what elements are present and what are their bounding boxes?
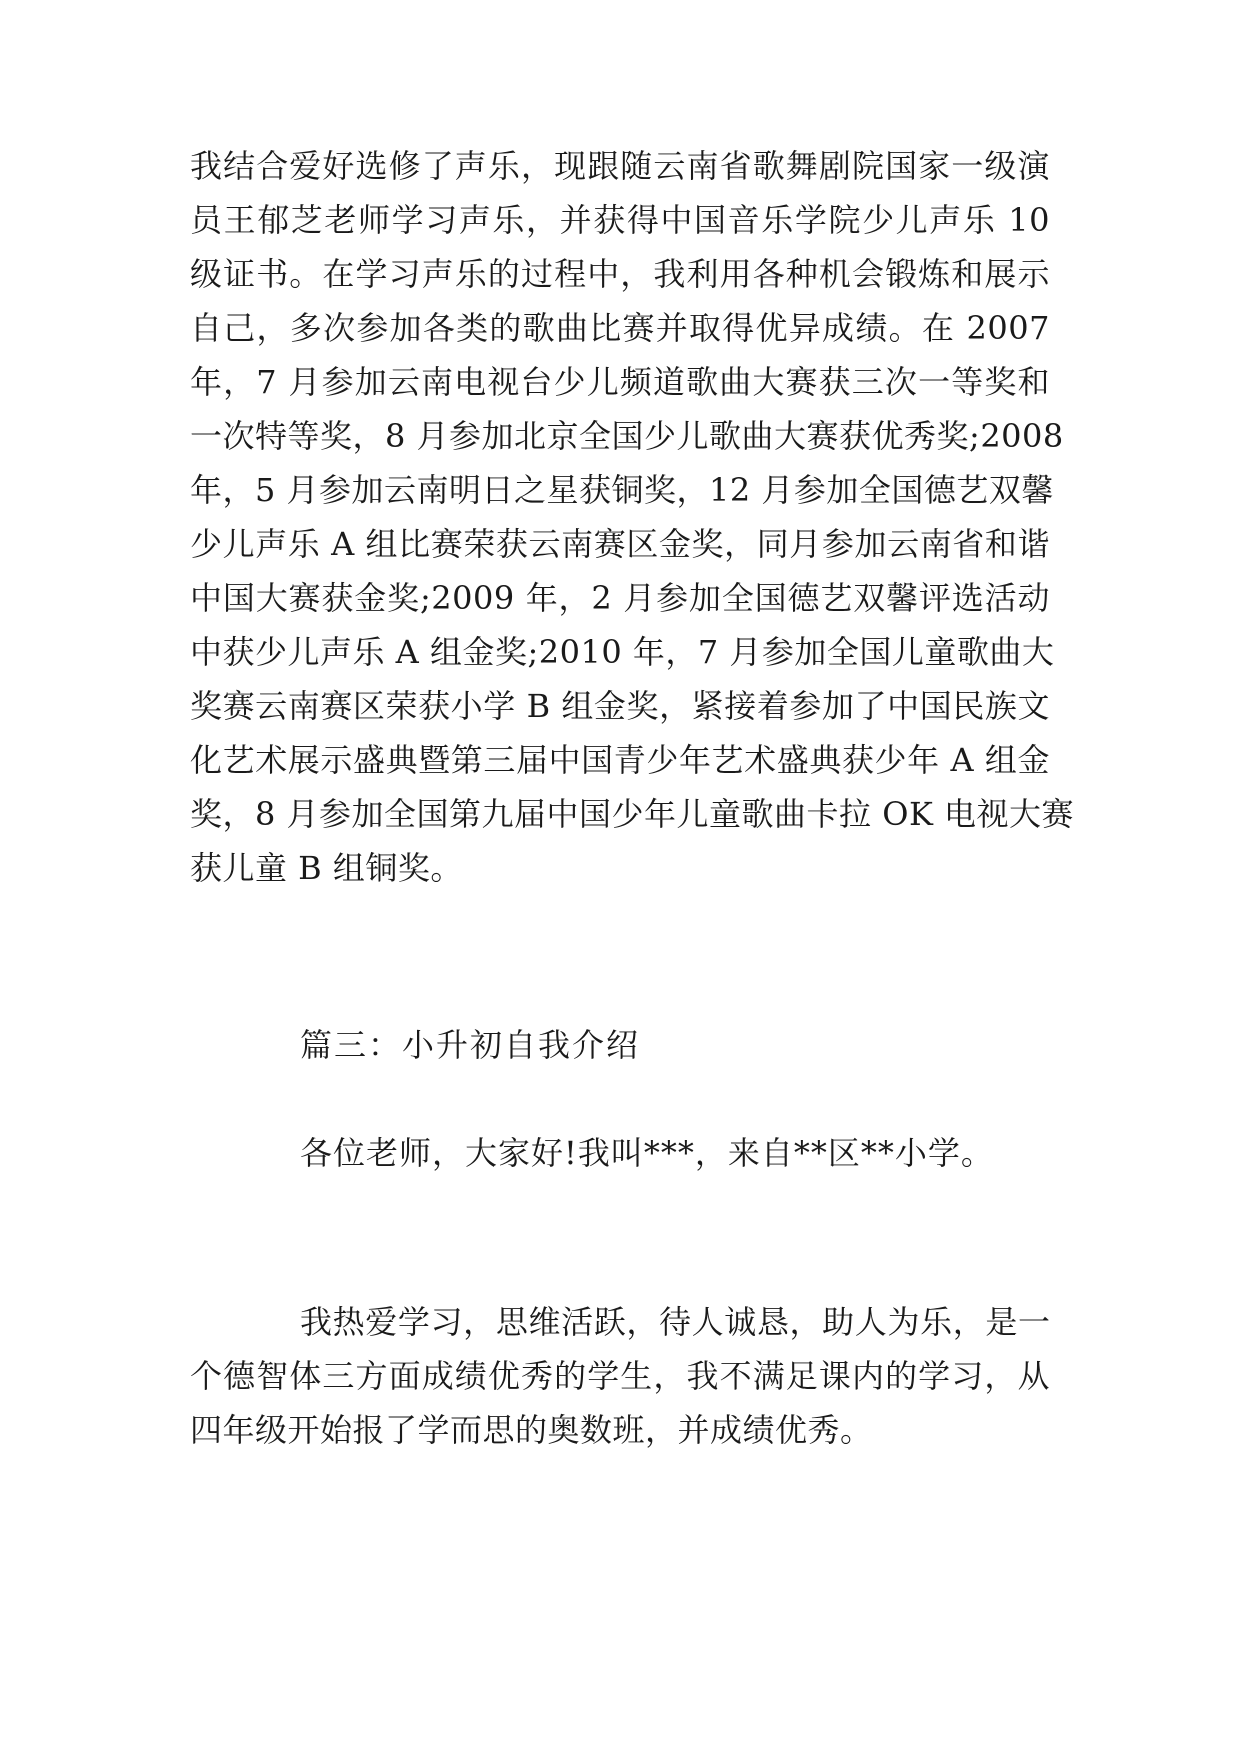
paragraph-line: 奖赛云南赛区荣获小学 B 组金奖，紧接着参加了中国民族文 (190, 687, 1050, 725)
paragraph-line: 获儿童 B 组铜奖。 (190, 849, 463, 887)
paragraph-line: 一次特等奖，8 月参加北京全国少儿歌曲大赛获优秀奖;2008 (190, 417, 1064, 455)
paragraph-line: 中获少儿声乐 A 组金奖;2010 年，7 月参加全国儿童歌曲大 (190, 633, 1055, 671)
paragraph-line: 员王郁芝老师学习声乐，并获得中国音乐学院少儿声乐 10 (190, 201, 1050, 239)
paragraph-line: 我热爱学习，思维活跃，待人诚恳，助人为乐，是一 (300, 1303, 1050, 1341)
paragraph-line: 年，5 月参加云南明日之星获铜奖，12 月参加全国德艺双馨 (190, 471, 1054, 509)
greeting-line: 各位老师，大家好!我叫***，来自**区**小学。 (300, 1134, 994, 1172)
paragraph-line: 少儿声乐 A 组比赛荣获云南赛区金奖，同月参加云南省和谐 (190, 525, 1050, 563)
paragraph-line: 自己，多次参加各类的歌曲比赛并取得优异成绩。在 2007 (190, 309, 1050, 347)
paragraph-line: 年，7 月参加云南电视台少儿频道歌曲大赛获三次一等奖和 (190, 363, 1050, 401)
section-heading: 篇三：小升初自我介绍 (300, 1026, 641, 1064)
paragraph-line: 四年级开始报了学而思的奥数班，并成绩优秀。 (190, 1411, 873, 1449)
paragraph-line: 个德智体三方面成绩优秀的学生，我不满足课内的学习，从 (190, 1357, 1050, 1395)
paragraph-line: 化艺术展示盛典暨第三届中国青少年艺术盛典获少年 A 组金 (190, 741, 1050, 779)
paragraph-line: 我结合爱好选修了声乐，现跟随云南省歌舞剧院国家一级演 (190, 147, 1050, 185)
paragraph-line: 中国大赛获金奖;2009 年，2 月参加全国德艺双馨评选活动 (190, 579, 1050, 617)
paragraph-line: 奖，8 月参加全国第九届中国少年儿童歌曲卡拉 OK 电视大赛 (190, 795, 1075, 833)
paragraph-line: 级证书。在学习声乐的过程中，我利用各种机会锻炼和展示 (190, 255, 1050, 293)
